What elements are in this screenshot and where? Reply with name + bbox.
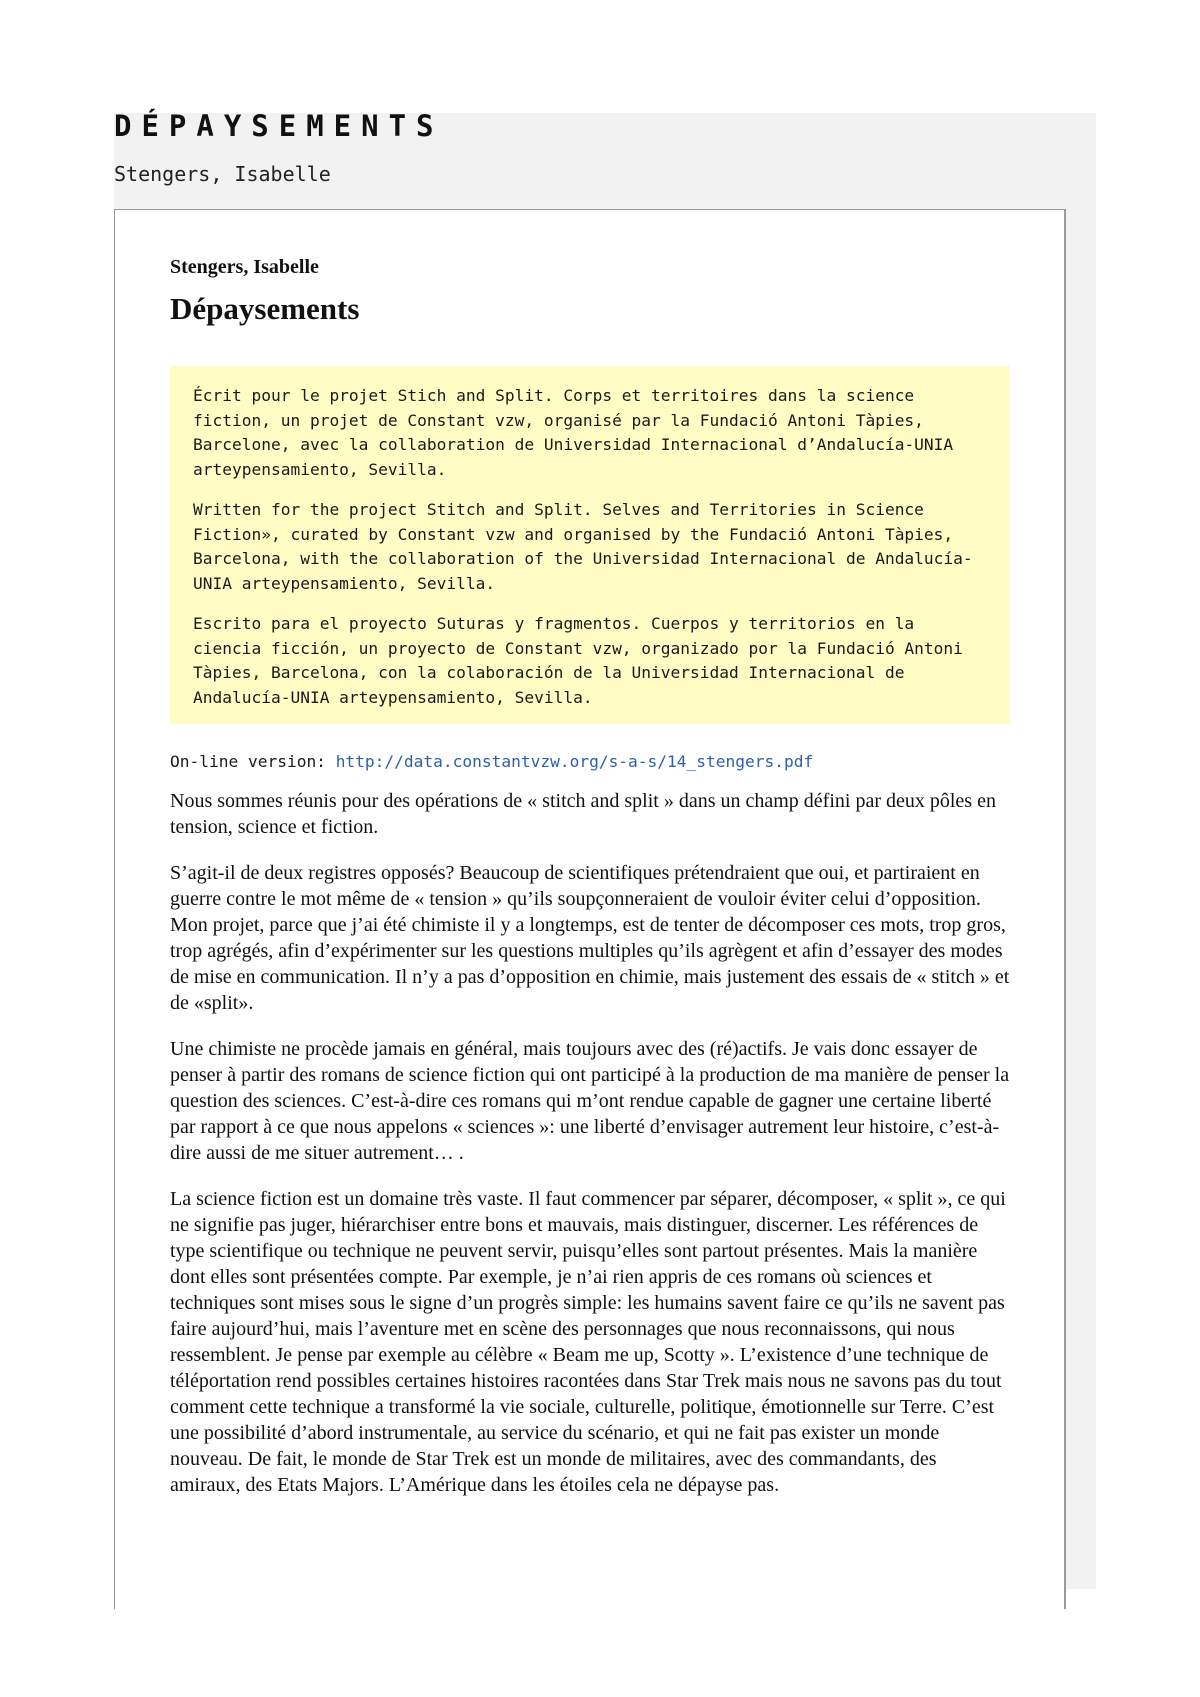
online-version	[170, 750, 1010, 774]
online-version-label: On-line version:	[170, 752, 336, 771]
paragraph: S’agit-il de deux registres opposés? Beaucoup de scientifiques prétendraient que oui, et partiraient en guerre contre le mot même de « tension » qu’ils soupçonneraient de vouloir éviter celui d’opposition. Mon projet, parce que j’ai été chimiste il y a longtemps, est de tenter de décomposer ces mots, trop gros, trop agrégés, afin d’expérimenter sur les questions multiples qu’ils agrègent et afin d’essayer des modes de mise en communication. Il n’y a pas d’opposition en chimie, mais justement des essais de « stitch » et de «split».	[170, 862, 1010, 1014]
article-author: Stengers, Isabelle	[170, 256, 319, 278]
article-card	[114, 209, 1066, 1609]
site-subtitle: Stengers, Isabelle	[114, 162, 331, 186]
paragraph: Une chimiste ne procède jamais en général, mais toujours avec des (ré)actifs. Je vais donc essayer de penser à partir des romans de science fiction qui ont participé à la production de ma manière de penser la question des sciences. C’est-à-dire ces romans qui m’ont rendue capable de gagner une certaine liberté par rapport à ce que nous appelons « sciences »: une liberté d’envisager autrement leur histoire, c’est-à-dire aussi de me situer autrement… .	[170, 1038, 1010, 1164]
article-title: Dépaysements	[170, 291, 360, 326]
commission-note	[170, 366, 1010, 724]
article-body	[170, 788, 1010, 1498]
note-french: Écrit pour le projet Stich and Split. Corps et territoires dans la science fiction, un projet de Constant vzw, organisé par la Fundació Antoni Tàpies, Barcelone, avec la collaboration de Universidad Internacional d’Andalucía-UNIA arteypensamiento, Sevilla.	[193, 386, 954, 479]
article-content	[170, 254, 1010, 1498]
note-english: Written for the project Stitch and Split. Selves and Territories in Science Fiction», curated by Constant vzw and organised by the Fundació Antoni Tàpies, Barcelona, with the collaboration of the Universidad Internacional de Andalucía-UNIA arteypensamiento, Sevilla.	[193, 500, 973, 593]
note-spanish: Escrito para el proyecto Suturas y fragmentos. Cuerpos y territorios en la ciencia ficción, un proyecto de Constant vzw, organizado por la Fundació Antoni Tàpies, Barcelona, con la colaboración de la Universidad Internacional de Andalucía-UNIA arteypensamiento, Sevilla.	[193, 614, 963, 707]
site-title: DÉPAYSEMENTS	[114, 109, 444, 143]
paragraph: La science fiction est un domaine très vaste. Il faut commencer par séparer, décomposer, « split », ce qui ne signifie pas juger, hiérarchiser entre bons et mauvais, mais distinguer, discerner. Les références de type scientifique ou technique ne peuvent servir, puisqu’elles sont partout présentes. Mais la manière dont elles sont présentées compte. Par exemple, je n’ai rien appris de ces romans où sciences et techniques sont mises sous le signe d’un progrès simple: les humains savent faire ce qu’ils ne savent pas faire aujourd’hui, mais l’aventure met en scène des personnages que nous reconnaissons, qui nous ressemblent. Je pense par exemple au célèbre « Beam me up, Scotty ». L’existence d’une technique de téléportation rend possibles certaines histoires racontées dans Star Trek mais nous ne savons pas du tout comment cette technique a transformé la vie sociale, culturelle, politique, émotionnelle sur Terre. C’est une possibilité d’abord instrumentale, au service du scénario, et qui ne fait pas exister un monde nouveau. De fait, le monde de Star Trek est un monde de militaires, avec des commandants, des amiraux, des Etats Majors. L’Amérique dans les étoiles cela ne dépayse pas.	[170, 1188, 1006, 1496]
paragraph: Nous sommes réunis pour des opérations de « stitch and split » dans un champ défini par deux pôles en tension, science et fiction.	[170, 790, 996, 838]
online-version-link[interactable]: http://data.constantvzw.org/s-a-s/14_stengers.pdf	[335, 752, 814, 771]
